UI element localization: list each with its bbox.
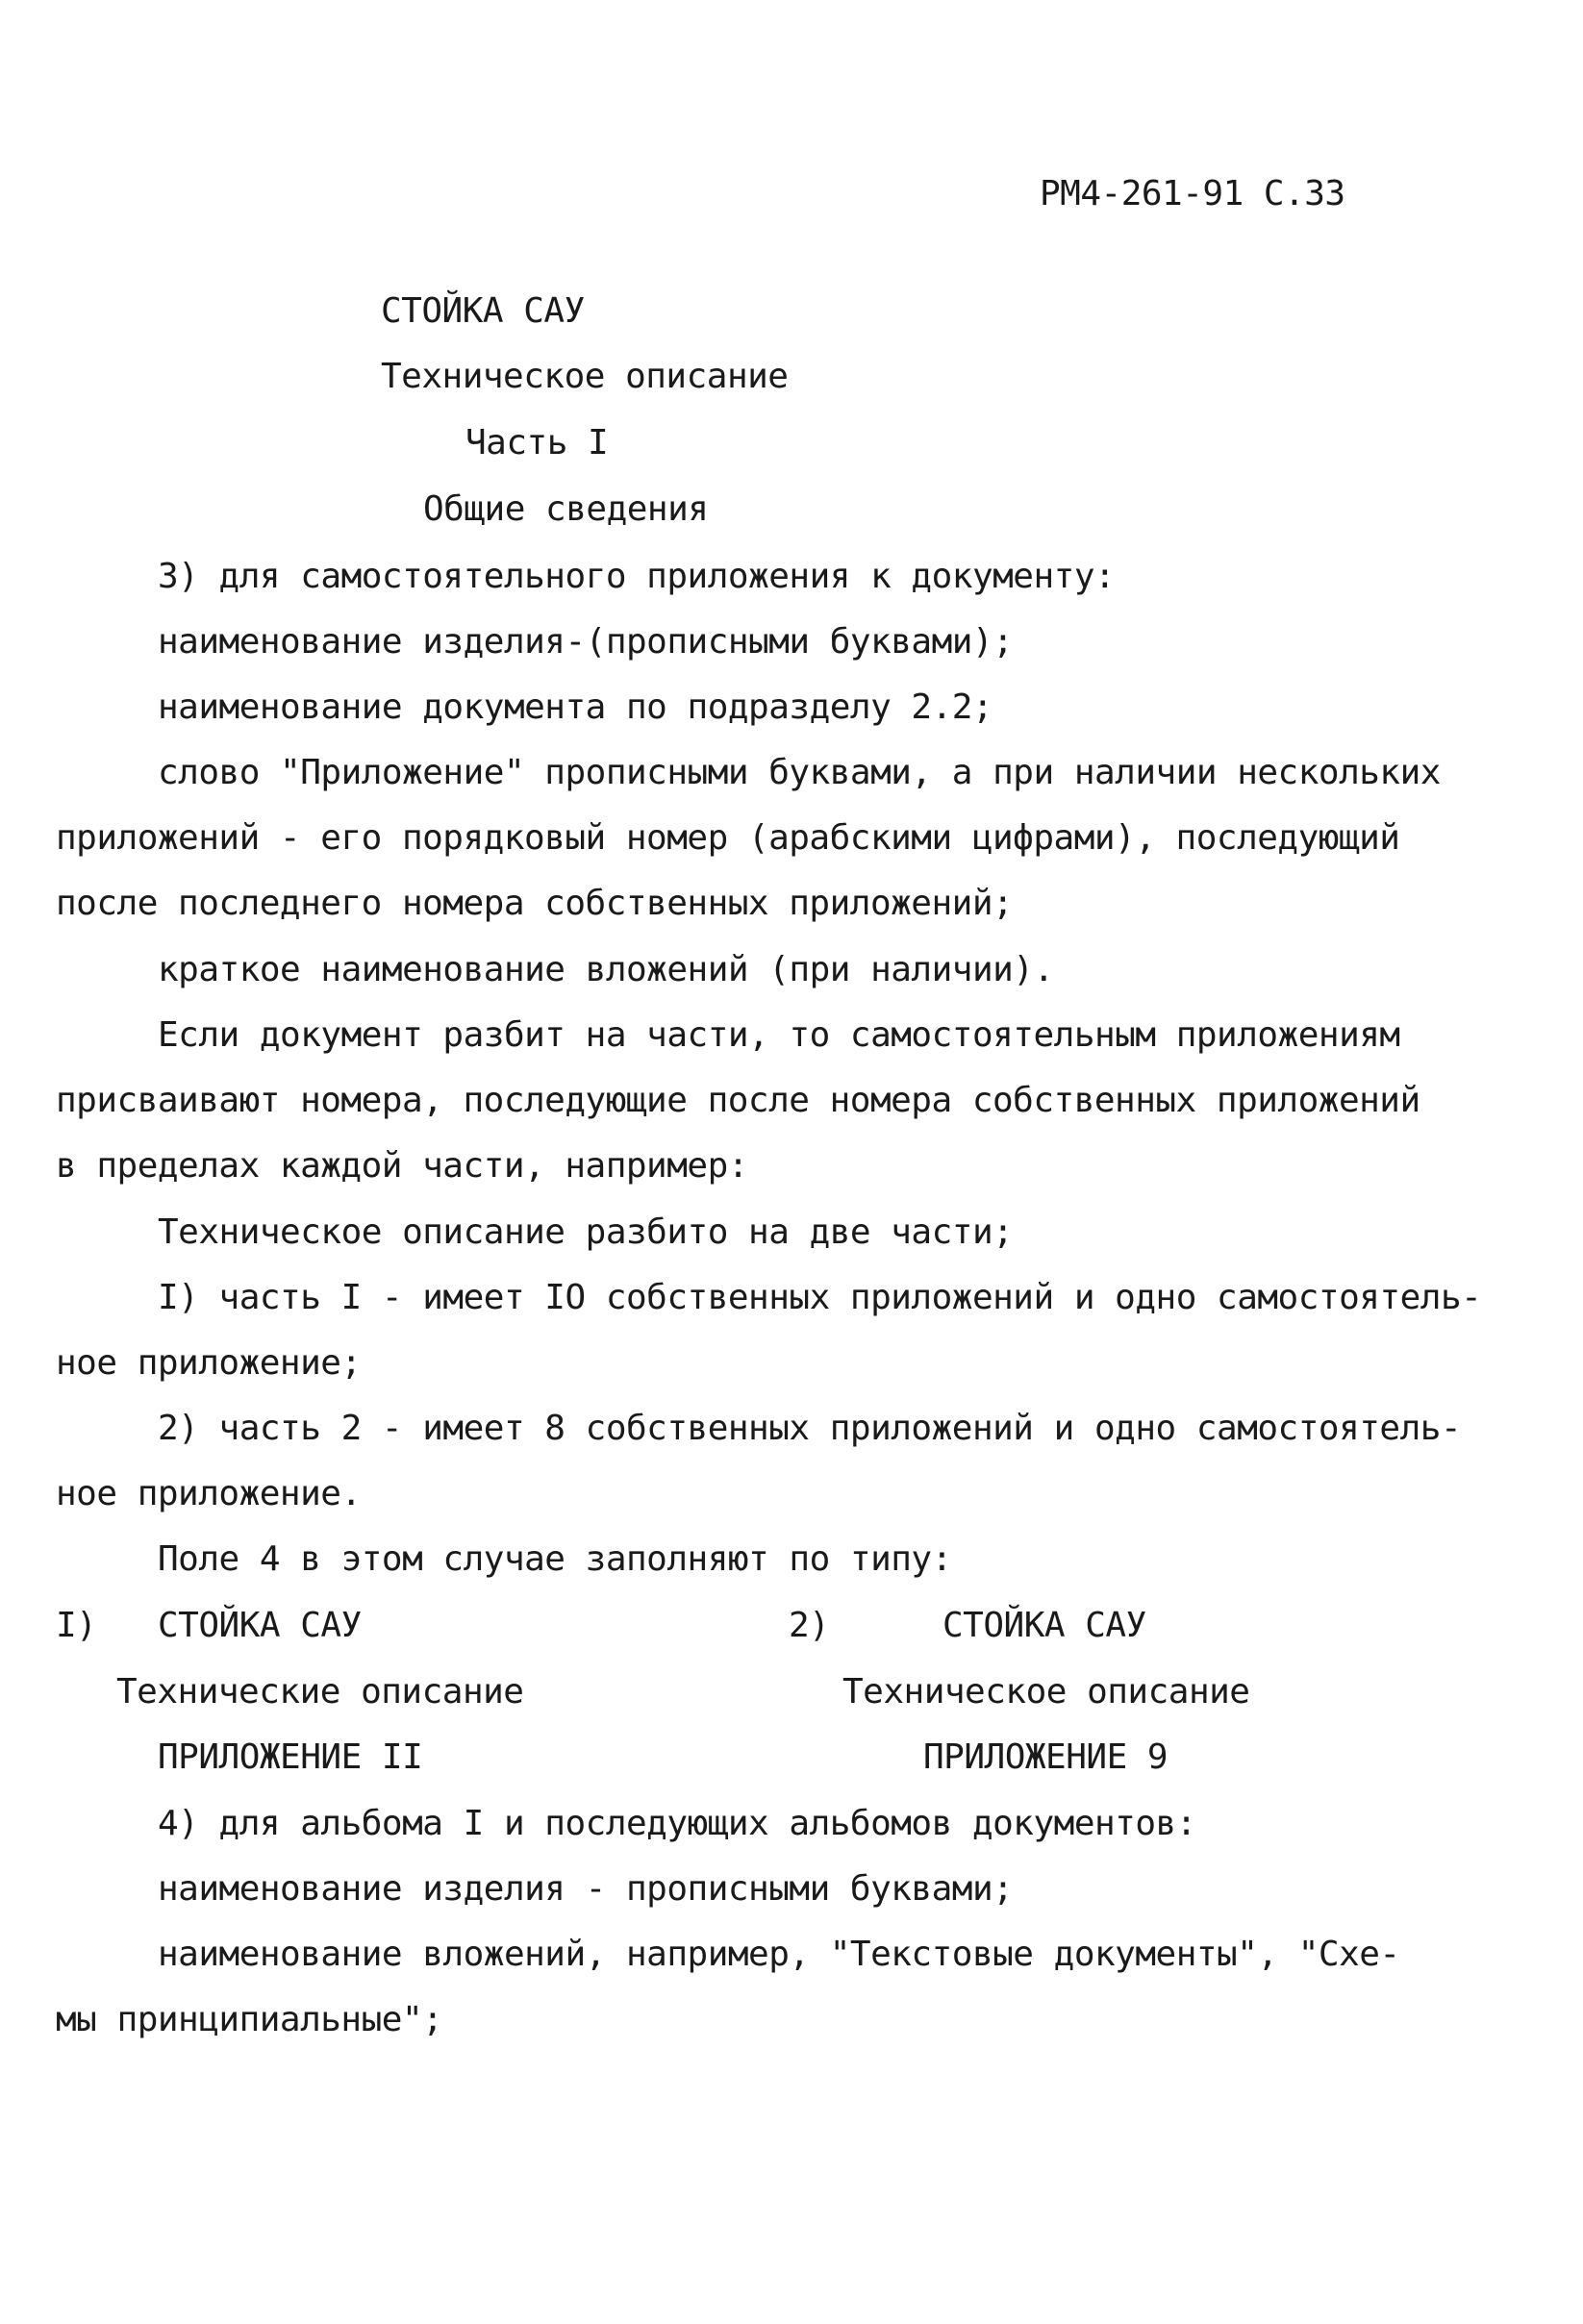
example-fill-rule: Поле 4 в этом случае заполняют по типу: bbox=[158, 1539, 952, 1579]
item4-line: наименование изделия - прописными буквами; bbox=[158, 1869, 1014, 1909]
item3-heading: 3) для самостоятельного приложения к документу: bbox=[158, 557, 1116, 596]
variant-right-product: СТОЙКА САУ bbox=[942, 1606, 1146, 1645]
paragraph-line: в пределах каждой части, например: bbox=[56, 1146, 748, 1186]
item3-line: краткое наименование вложений (при наличии). bbox=[158, 950, 1054, 989]
example-intro: Техническое описание разбито на две части; bbox=[158, 1212, 1014, 1252]
variant-left-product: СТОЙКА САУ bbox=[158, 1606, 362, 1645]
paragraph-line: присваивают номера, последующие после номера собственных приложений bbox=[56, 1081, 1420, 1120]
example-line: ное приложение. bbox=[56, 1474, 362, 1513]
variant-left-document: Технические описание bbox=[116, 1672, 524, 1712]
title-product: СТОЙКА САУ bbox=[381, 291, 585, 331]
paragraph-line: Если документ разбит на части, то самостоятельным приложениям bbox=[158, 1015, 1400, 1055]
item4-line: мы принципиальные"; bbox=[56, 2000, 443, 2039]
example-line: ное приложение; bbox=[56, 1343, 362, 1383]
variant-right-number: 2) bbox=[789, 1606, 830, 1645]
item3-line: после последнего номера собственных приложений; bbox=[56, 884, 1014, 923]
document-code: РМ4-261-91 С.33 bbox=[1040, 174, 1345, 213]
item3-line: слово "Приложение" прописными буквами, а при наличии нескольких bbox=[158, 753, 1441, 792]
title-document: Техническое описание bbox=[381, 357, 789, 396]
example-line: I) часть I - имеет IO собственных приложений и одно самостоятель- bbox=[158, 1278, 1482, 1317]
variant-right-appendix: ПРИЛОЖЕНИЕ 9 bbox=[923, 1737, 1168, 1777]
variant-right-document: Техническое описание bbox=[842, 1672, 1250, 1712]
variant-left-appendix: ПРИЛОЖЕНИЕ II bbox=[158, 1737, 423, 1777]
title-part: Часть I bbox=[465, 423, 609, 462]
item4-heading: 4) для альбома I и последующих альбомов документов: bbox=[158, 1804, 1196, 1843]
item3-line: наименование документа по подразделу 2.2; bbox=[158, 687, 993, 727]
variant-left-number: I) bbox=[56, 1606, 97, 1645]
item3-line: приложений - его порядковый номер (арабскими цифрами), последующий bbox=[56, 818, 1400, 858]
item3-line: наименование изделия-(прописными буквами); bbox=[158, 622, 1014, 662]
example-line: 2) часть 2 - имеет 8 собственных приложений и одно самостоятель- bbox=[158, 1409, 1462, 1448]
title-section: Общие сведения bbox=[423, 489, 709, 529]
item4-line: наименование вложений, например, "Текстовые документы", "Схе- bbox=[158, 1935, 1400, 1974]
